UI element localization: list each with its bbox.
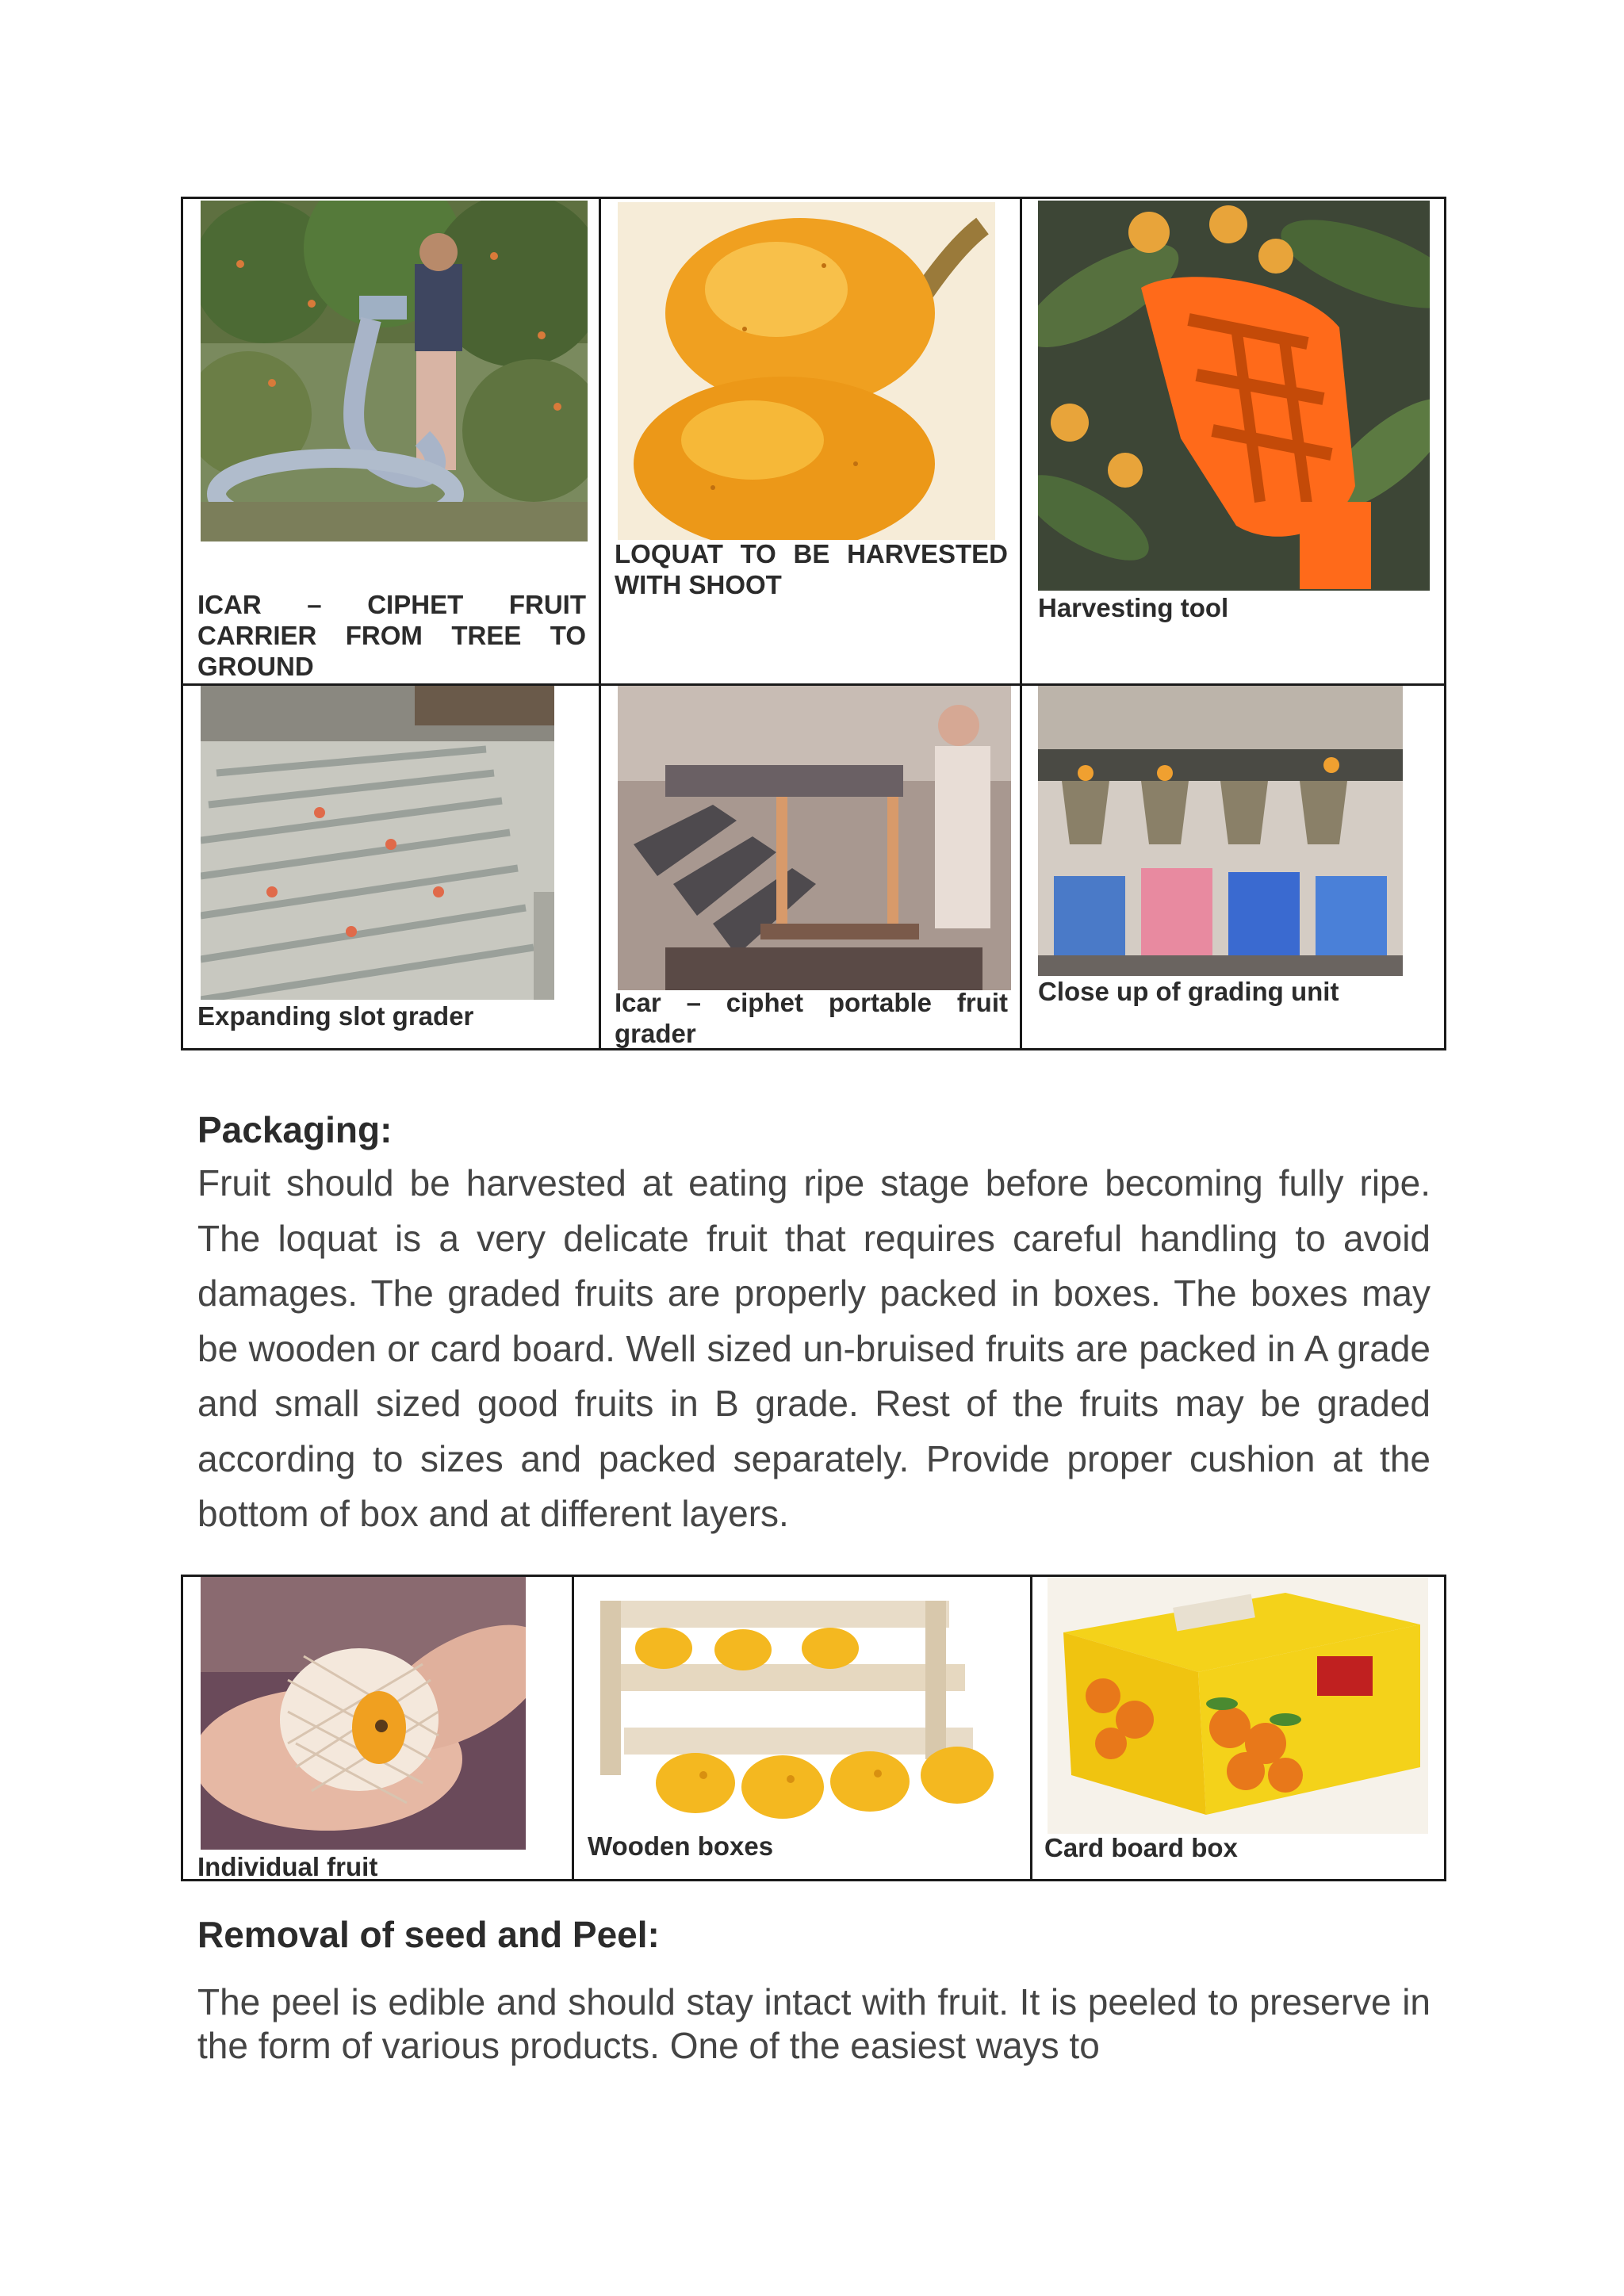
portable-grader-photo (618, 686, 1011, 990)
grading-unit-photo (1038, 686, 1403, 976)
harvesting-tool-photo (1038, 201, 1430, 591)
removal-paragraph: The peel is edible and should stay intact with fruit. It is peeled to preserve in the form of various products. One of the easiest ways to (197, 1981, 1431, 2066)
fruit-carrier-caption: ICAR – CIPHET FRUIT CARRIER FROM TREE TO GROUND (197, 590, 586, 681)
loquat-with-shoot-caption: LOQUAT TO BE HARVESTED WITH SHOOT (615, 539, 1008, 599)
loquat-with-shoot-photo (618, 202, 995, 540)
harvesting-tool-caption: Harvesting tool (1038, 593, 1229, 622)
individual-fruit-photo (201, 1577, 526, 1850)
table-divider (1020, 199, 1022, 1048)
harvesting-grading-table (181, 197, 1446, 1050)
table-divider (572, 1577, 574, 1879)
slot-grader-photo (201, 686, 554, 1000)
slot-grader-caption: Expanding slot grader (197, 1001, 474, 1031)
table-divider (1030, 1577, 1032, 1879)
cardboard-box-photo (1048, 1577, 1428, 1834)
grading-unit-caption: Close up of grading unit (1038, 977, 1339, 1006)
packaging-heading: Packaging: (197, 1109, 393, 1150)
portable-grader-caption: Icar – ciphet portable fruit grader (615, 988, 1008, 1048)
fruit-carrier-photo (201, 201, 588, 541)
wooden-boxes-photo (592, 1577, 1014, 1831)
packaging-table (181, 1575, 1446, 1881)
removal-heading: Removal of seed and Peel: (197, 1914, 660, 1955)
cardboard-box-caption: Card board box (1044, 1833, 1238, 1862)
wooden-boxes-caption: Wooden boxes (588, 1831, 774, 1861)
individual-fruit-caption: Individual fruit (197, 1852, 378, 1881)
table-divider (599, 199, 601, 1048)
packaging-paragraph: Fruit should be harvested at eating ripe stage before becoming fully ripe. The loquat is a very delicate fruit that requires careful handling to avoid damages. The graded fruits are properly packed in boxes. The boxes may be wooden or card board. Well sized un-bruised fruits are packed in A grade and small sized good fruits in B grade. Rest of the fruits may be graded according to sizes and packed separately. Provide proper cushion at the bottom of box and at different layers. (197, 1162, 1431, 1534)
